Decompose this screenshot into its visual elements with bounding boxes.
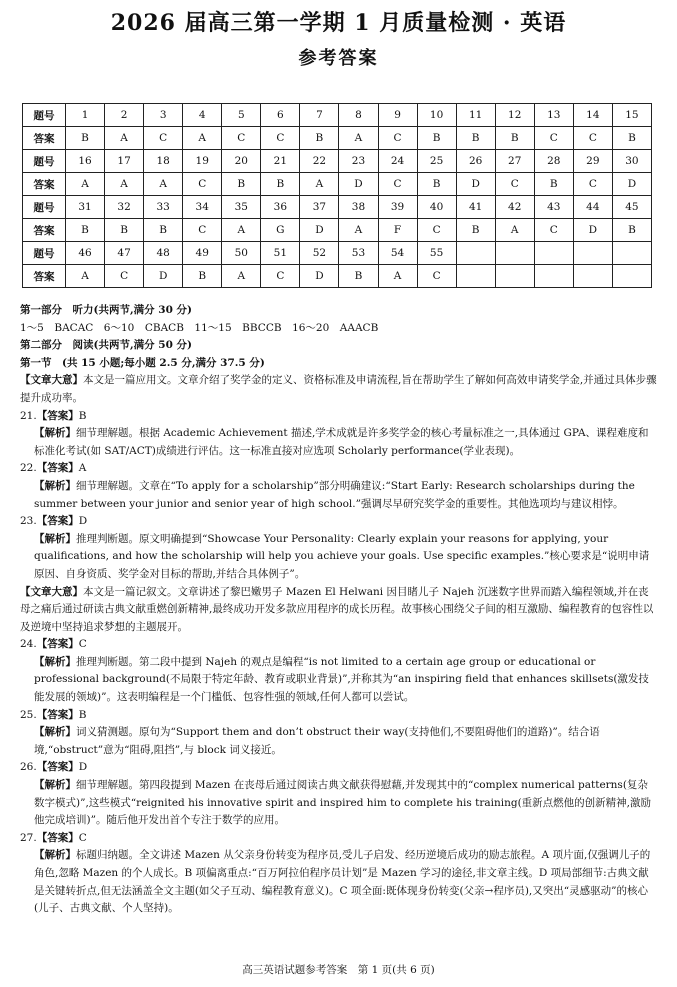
- question-number: 21.: [20, 409, 37, 422]
- question-answer-line: [20, 636, 657, 654]
- answer-table-cell: 25: [417, 150, 456, 173]
- answer-table-cell: 19: [183, 150, 222, 173]
- answer-table-cell: 11: [456, 104, 495, 127]
- part1-heading: 第一部分 听力(共两节,满分 30 分): [20, 304, 193, 316]
- question-analysis: [20, 777, 657, 830]
- answer-table-cell: [573, 242, 612, 265]
- question-answer-line: [20, 513, 657, 531]
- answer-table-cell: B: [183, 265, 222, 288]
- answer-table-cell: A: [66, 265, 105, 288]
- answer-table-cell: 22: [300, 150, 339, 173]
- answer-analysis-body: [20, 302, 657, 918]
- answer-table-cell: C: [573, 173, 612, 196]
- answer-table-cell: C: [378, 173, 417, 196]
- answer-table-cell: 23: [339, 150, 378, 173]
- analysis-tag: 【解析】: [34, 655, 76, 668]
- answer-table-cell: 6: [261, 104, 300, 127]
- answer-table-cell: 5: [222, 104, 261, 127]
- answer-table-cell: C: [144, 127, 183, 150]
- row-label: 题号: [23, 104, 66, 127]
- answer-table-cell: 41: [456, 196, 495, 219]
- answer-table-cell: 3: [144, 104, 183, 127]
- answer-table-cell: G: [261, 219, 300, 242]
- row-label: 答案: [23, 265, 66, 288]
- answer-table-cell: C: [261, 127, 300, 150]
- answer-table-cell: B: [339, 265, 378, 288]
- answer-table-cell: 16: [66, 150, 105, 173]
- part1-answers: 1～5 BACAC 6～10 CBACB 11～15 BBCCB 16～20 AAACB: [20, 321, 379, 334]
- answer-table-cell: C: [105, 265, 144, 288]
- answer-table-cell: 30: [612, 150, 651, 173]
- article-a-summary: [20, 372, 657, 407]
- analysis-text: 细节理解题。根据 Academic Achievement 描述,学术成就是许多奖学金的核心考量标准之一,具体通过 GPA、课程难度和标准化考试(如 SAT/ACT)成绩进行评估。这一标准直接对应选项 Scholarly performance(学业表现)。: [34, 427, 649, 457]
- answer-table-cell: A: [339, 127, 378, 150]
- answer-table-cell: C: [495, 173, 534, 196]
- answer-tag: 【答案】: [36, 515, 79, 528]
- answer-table-cell: 8: [339, 104, 378, 127]
- question-analysis: [20, 425, 657, 460]
- answer-table-row: [23, 173, 652, 196]
- answer-table-row: [23, 127, 652, 150]
- answer-table-cell: D: [456, 173, 495, 196]
- answer-table-cell: 53: [339, 242, 378, 265]
- answer-tag: 【答案】: [36, 462, 79, 475]
- answer-table-cell: 29: [573, 150, 612, 173]
- summary-text: 本文是一篇记叙文。文章讲述了黎巴嫩男子 Mazen El Helwani 因目睹儿子 Najeh 沉迷数字世界而踏入编程领域,并在丧母之痛后通过研读古典文献重燃创新精神,最终成功开发多款应用程序的成长历程。故事核心围绕父子间的相互激励、编程教育的包容性以及逆境中坚持追求梦想的主题展开。: [20, 585, 654, 633]
- answer-letter: C: [78, 831, 87, 844]
- answer-table-cell: B: [261, 173, 300, 196]
- answer-table-cell: 28: [534, 150, 573, 173]
- answer-table-cell: 38: [339, 196, 378, 219]
- answer-table-cell: C: [378, 127, 417, 150]
- answer-table-cell: 34: [183, 196, 222, 219]
- answer-table-cell: C: [534, 219, 573, 242]
- article-b-summary: [20, 584, 657, 637]
- answer-letter: D: [78, 515, 88, 528]
- question-number: 26.: [20, 761, 37, 774]
- row-label: 题号: [23, 196, 66, 219]
- row-label: 题号: [23, 242, 66, 265]
- row-label: 答案: [23, 173, 66, 196]
- page-title: 2026 届高三第一学期 1 月质量检测 · 英语: [110, 10, 567, 36]
- answer-table-cell: 46: [66, 242, 105, 265]
- analysis-tag: 【解析】: [34, 726, 76, 739]
- answer-table-cell: 2: [105, 104, 144, 127]
- answer-table-row: [23, 219, 652, 242]
- answer-table-cell: B: [66, 219, 105, 242]
- answer-tag: 【答案】: [36, 409, 79, 422]
- answer-table-cell: 13: [534, 104, 573, 127]
- answer-table-row: [23, 150, 652, 173]
- question-analysis: [20, 531, 657, 584]
- answer-table-cell: A: [144, 173, 183, 196]
- analysis-text: 细节理解题。文章在“To apply for a scholarship”部分明确建议:“Start Early: Research scholarships during the summer between your junior and senior year of high school.”强调尽早研究奖学金的重要性。其他选项均与建议相悖。: [34, 479, 635, 510]
- answer-table-cell: C: [183, 219, 222, 242]
- answer-table-cell: A: [222, 219, 261, 242]
- question-answer-line: [20, 830, 657, 848]
- summary-tag: 【文章大意】: [20, 374, 83, 387]
- answer-table-cell: 51: [261, 242, 300, 265]
- analysis-text: 细节理解题。第四段提到 Mazen 在丧母后通过阅读古典文献获得慰藉,并发现其中的“complex numerical patterns(复杂数字模式)”,这些模式“reignited his innovative spirit and inspired him to complete his training(重新点燃他的创新精神,激励他完成培训)”。随后他开发出首个专注于数学的应用。: [34, 779, 652, 827]
- answer-table-cell: D: [144, 265, 183, 288]
- analysis-text: 推理判断题。原文明确提到“Showcase Your Personality: Clearly explain your reasons for applying, your qualifications, and how the scholarship will help you achieve your goals. Use specific examples.”核心要求是“说明申请原因、自身资质、奖学金对目标的帮助,并结合具体例子”。: [34, 532, 650, 580]
- answer-table-cell: C: [183, 173, 222, 196]
- answer-table-cell: 49: [183, 242, 222, 265]
- answer-table-cell: 1: [66, 104, 105, 127]
- answer-table-cell: 35: [222, 196, 261, 219]
- answer-table-cell: B: [66, 127, 105, 150]
- analysis-tag: 【解析】: [34, 532, 76, 545]
- answer-table-cell: 48: [144, 242, 183, 265]
- answer-table-row: [23, 242, 652, 265]
- answer-table-cell: A: [339, 219, 378, 242]
- answer-table-cell: B: [144, 219, 183, 242]
- question-answer-line: [20, 759, 657, 777]
- row-label: 答案: [23, 127, 66, 150]
- answer-table-cell: [534, 265, 573, 288]
- analysis-tag: 【解析】: [34, 479, 76, 492]
- analysis-text: 推理判断题。第二段中提到 Najeh 的观点是编程“is not limited to a certain age group or educational or professional background(不局限于特定年龄、教育或职业背景)”,并称其为“an inspiring field that enhances skillsets(激发技能发展的领域)”。这表明编程是一个门槛低、包容性强的领域,任何人都可以尝试。: [34, 655, 649, 704]
- answer-table-cell: 9: [378, 104, 417, 127]
- answer-table-cell: C: [573, 127, 612, 150]
- answer-table-cell: B: [222, 173, 261, 196]
- answer-table-cell: 4: [183, 104, 222, 127]
- answer-table-cell: B: [612, 219, 651, 242]
- analysis-tag: 【解析】: [34, 427, 76, 440]
- question-analysis: [20, 724, 657, 759]
- answer-table-cell: B: [417, 173, 456, 196]
- answer-table-cell: C: [417, 265, 456, 288]
- answer-table-cell: 10: [417, 104, 456, 127]
- answer-table-cell: 24: [378, 150, 417, 173]
- answer-table-cell: 15: [612, 104, 651, 127]
- question-answer-line: [20, 707, 657, 725]
- answer-table-cell: A: [300, 173, 339, 196]
- answer-table-cell: A: [183, 127, 222, 150]
- answer-table-cell: [534, 242, 573, 265]
- question-number: 23.: [20, 515, 37, 528]
- analysis-text: 词义猜测题。原句为“Support them and don’t obstruct their way(支持他们,不要阻碍他们的道路)”。结合语境,“obstruct”意为“阻碍,阻挡”,与 block 词义接近。: [34, 726, 600, 756]
- answer-tag: 【答案】: [36, 761, 79, 774]
- answer-key-table: [22, 103, 652, 288]
- part2-heading: 第二部分 阅读(共两节,满分 50 分): [20, 339, 193, 352]
- answer-table-cell: 7: [300, 104, 339, 127]
- answer-table-cell: C: [417, 219, 456, 242]
- answer-letter: B: [78, 708, 87, 721]
- answer-table-cell: B: [534, 173, 573, 196]
- answer-table-cell: A: [105, 173, 144, 196]
- part2-section1-heading: 第一节 (共 15 小题;每小题 2.5 分,满分 37.5 分): [20, 356, 265, 369]
- answer-table-cell: 54: [378, 242, 417, 265]
- answer-table-cell: 47: [105, 242, 144, 265]
- answer-table-cell: 31: [66, 196, 105, 219]
- answer-table-cell: F: [378, 219, 417, 242]
- answer-table-cell: 36: [261, 196, 300, 219]
- question-number: 27.: [20, 831, 37, 844]
- answer-table-cell: 44: [573, 196, 612, 219]
- answer-table-cell: C: [261, 265, 300, 288]
- question-number: 25.: [20, 708, 37, 721]
- answer-table-cell: [495, 265, 534, 288]
- answer-table-cell: D: [300, 219, 339, 242]
- row-label: 题号: [23, 150, 66, 173]
- row-label: 答案: [23, 219, 66, 242]
- answer-table-cell: D: [612, 173, 651, 196]
- answer-letter: C: [78, 638, 87, 651]
- answer-tag: 【答案】: [36, 831, 79, 844]
- answer-letter: A: [78, 462, 87, 475]
- answer-table-cell: A: [378, 265, 417, 288]
- analysis-text: 标题归纳题。全文讲述 Mazen 从父亲身份转变为程序员,受儿子启发、经历逆境后成功的励志旅程。A 项片面,仅强调儿子的角色,忽略 Mazen 的个人成长。B 项偏离重点:“百万阿拉伯程序员计划”是 Mazen 学习的途径,非文章主线。D 项局部细节:古典文献是关键转折点,但无法涵盖全文主题(如父子互动、编程教育意义)。C 项全面:既体现身份转变(父亲→程序员),又突出“灵感驱动”的核心(儿子、古典文献、个人坚持)。: [34, 849, 651, 915]
- answer-table-cell: [573, 265, 612, 288]
- answer-table-cell: B: [417, 127, 456, 150]
- page-footer: 高三英语试题参考答案 第 1 页(共 6 页): [242, 964, 435, 976]
- answer-tag: 【答案】: [36, 708, 79, 721]
- answer-table-cell: [456, 265, 495, 288]
- answer-letter: B: [78, 409, 87, 422]
- answer-table-cell: 32: [105, 196, 144, 219]
- answer-table-cell: A: [66, 173, 105, 196]
- answer-tag: 【答案】: [36, 638, 79, 651]
- answer-table-cell: B: [456, 219, 495, 242]
- answer-table-cell: 39: [378, 196, 417, 219]
- answer-table-cell: 14: [573, 104, 612, 127]
- answer-table-cell: D: [339, 173, 378, 196]
- page-subtitle: 参考答案: [298, 48, 379, 69]
- answer-table-cell: 18: [144, 150, 183, 173]
- answer-table-cell: 37: [300, 196, 339, 219]
- answer-table-cell: 27: [495, 150, 534, 173]
- answer-table-cell: D: [300, 265, 339, 288]
- question-number: 22.: [20, 462, 37, 475]
- answer-table-cell: A: [495, 219, 534, 242]
- answer-table-cell: C: [222, 127, 261, 150]
- answer-table-row: [23, 265, 652, 288]
- answer-table-cell: 52: [300, 242, 339, 265]
- answer-table-cell: 50: [222, 242, 261, 265]
- answer-table-cell: [495, 242, 534, 265]
- question-analysis: [20, 847, 657, 917]
- answer-table-cell: [612, 242, 651, 265]
- answer-table-cell: 21: [261, 150, 300, 173]
- question-analysis: [20, 654, 657, 707]
- answer-table-row: [23, 104, 652, 127]
- answer-table-cell: 17: [105, 150, 144, 173]
- answer-table-row: [23, 196, 652, 219]
- answer-table-cell: A: [222, 265, 261, 288]
- answer-table-cell: 26: [456, 150, 495, 173]
- summary-text: 本文是一篇应用文。文章介绍了奖学金的定义、资格标准及申请流程,旨在帮助学生了解如何高效申请奖学金,并通过具体步骤提升成功率。: [20, 374, 657, 404]
- answer-table-cell: D: [573, 219, 612, 242]
- question-number: 24.: [20, 638, 37, 651]
- question-answer-line: [20, 408, 657, 426]
- summary-tag: 【文章大意】: [20, 585, 83, 598]
- question-answer-line: [20, 460, 657, 478]
- answer-table-cell: B: [105, 219, 144, 242]
- answer-table-cell: C: [534, 127, 573, 150]
- answer-table-cell: B: [456, 127, 495, 150]
- answer-table-cell: 55: [417, 242, 456, 265]
- answer-table-cell: A: [105, 127, 144, 150]
- answer-table-cell: 43: [534, 196, 573, 219]
- answer-table-cell: B: [495, 127, 534, 150]
- answer-table-cell: B: [300, 127, 339, 150]
- answer-table-cell: 20: [222, 150, 261, 173]
- analysis-tag: 【解析】: [34, 779, 76, 792]
- answer-table-cell: [612, 265, 651, 288]
- answer-table-cell: 45: [612, 196, 651, 219]
- answer-table-cell: 33: [144, 196, 183, 219]
- analysis-tag: 【解析】: [34, 849, 76, 862]
- answer-table-cell: B: [612, 127, 651, 150]
- answer-table-cell: 42: [495, 196, 534, 219]
- answer-table-cell: 40: [417, 196, 456, 219]
- answer-table-cell: [456, 242, 495, 265]
- answer-table-cell: 12: [495, 104, 534, 127]
- answer-letter: D: [78, 761, 88, 774]
- question-analysis: [20, 478, 657, 513]
